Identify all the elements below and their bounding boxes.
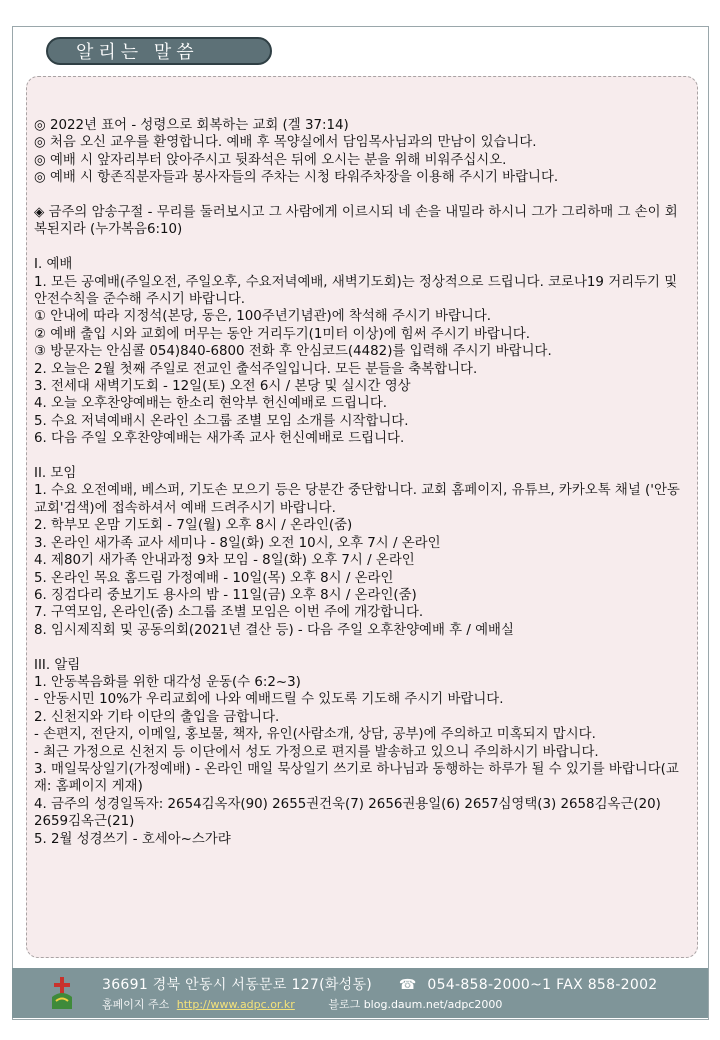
footer-contact — [102, 974, 658, 994]
blog-address: 블로그 blog.daum.net/adpc2000 — [328, 998, 503, 1011]
list-item: 5. 온라인 목요 홈드림 가정예배 - 10일(목) 오후 8시 / 온라인 — [34, 570, 394, 586]
list-item: 5. 수요 저녁예배시 온라인 소그룹 조별 모임 소개를 시작합니다. — [34, 413, 409, 429]
footer-phone: 054-858-2000~1 FAX 858-2002 — [427, 977, 658, 993]
list-item: 4. 금주의 성경일독자: 2654김옥자(90) 2655권건욱(7) 2656권용일(6) 2657심영택(3) 2658김옥근(20) 2659김옥근(21) — [34, 796, 661, 830]
section-heading-announcements: III. 알림 — [34, 657, 81, 673]
list-item: 5. 2월 성경쓰기 - 호세아~스가랴 — [34, 831, 231, 847]
page-title: 알리는 말씀 — [46, 37, 272, 65]
list-item: 2. 신천지와 기타 이단의 출입을 금합니다. — [34, 709, 280, 725]
list-item: 1. 모든 공예배(주일오전, 주일오후, 수요저녁예배, 새벽기도회)는 정상적으로 드립니다. 코로나19 거리두기 및 안전수칙을 준수해 주시기 바랍니다. — [34, 274, 678, 308]
list-item: 3. 온라인 새가족 교사 세미나 - 8일(화) 오전 10시, 오후 7시 / 온라인 — [34, 535, 441, 551]
list-item: ① 안내에 따라 지정석(본당, 동은, 100주년기념관)에 착석해 주시기 바랍니다. — [34, 309, 492, 325]
list-item: 1. 수요 오전예배, 베스퍼, 기도손 모으기 등은 당분간 중단합니다. 교회 홈페이지, 유튜브, 카카오톡 채널 ('안동교회'검색)에 접속하셔서 예배 드려주시기 바랍니다. — [34, 483, 680, 516]
list-item: 4. 오늘 오후찬양예배는 한소리 현악부 헌신예배로 드립니다. — [34, 396, 388, 412]
list-item: - 최근 가정으로 신천지 등 이단에서 성도 가정으로 편지를 발송하고 있으니 주의하시기 바랍니다. — [34, 744, 599, 760]
list-item: ③ 방문자는 안심콜 054)840-6800 전화 후 안심코드(4482)를 입력해 주시기 바랍니다. — [34, 344, 552, 360]
footer-address: 36691 경북 안동시 서동문로 127(화성동) — [102, 977, 373, 993]
list-item: 2. 학부모 온맘 기도회 - 7일(월) 오후 8시 / 온라인(줌) — [34, 518, 353, 534]
list-item: 6. 다음 주일 오후찬양예배는 새가족 교사 헌신예배로 드립니다. — [34, 431, 405, 447]
notice-line: ◎ 예배 시 항존직분자들과 봉사자들의 주차는 시청 타워주차장을 이용해 주시기 바랍니다. — [34, 170, 559, 186]
notice-line: ◎ 예배 시 앞자리부터 앉아주시고 뒷좌석은 뒤에 오시는 분을 위해 비워주십시오. — [34, 152, 507, 168]
phone-icon: ☎ — [398, 977, 417, 993]
footer — [12, 968, 708, 1018]
notice-line: ◎ 처음 오신 교우를 환영합니다. 예배 후 목양실에서 담임목사님과의 만남이 있습니다. — [34, 135, 537, 151]
notice-line: ◎ 2022년 표어 - 성령으로 회복하는 교회 (겔 37:14) — [34, 118, 349, 133]
memory-verse: ◈ 금주의 암송구절 - 무리를 둘러보시고 그 사람에게 이르시되 네 손을 내밀라 하시니 그가 그리하매 그 손이 회복된지라 (누가복음6:10) — [34, 205, 678, 238]
section-heading-worship: I. 예배 — [34, 257, 73, 273]
section-heading-meetings: II. 모임 — [34, 466, 77, 482]
list-item: 8. 임시제직회 및 공동의회(2021년 결산 등) - 다음 주일 오후찬양예배 후 / 예배실 — [34, 622, 514, 638]
homepage-link[interactable]: http://www.adpc.or.kr — [176, 998, 295, 1011]
list-item: - 안동시민 10%가 우리교회에 나와 예배드릴 수 있도록 기도해 주시기 바랍니다. — [34, 692, 504, 708]
footer-web — [102, 996, 502, 1012]
homepage-label: 홈페이지 주소 — [102, 998, 170, 1011]
list-item: ② 예배 출입 시와 교회에 머무는 동안 거리두기(1미터 이상)에 힘써 주시기 바랍니다. — [34, 326, 530, 342]
list-item: 6. 징검다리 중보기도 용사의 밤 - 11일(금) 오후 8시 / 온라인(줌) — [34, 587, 417, 603]
list-item: 3. 매일묵상일기(가정예배) - 온라인 매일 묵상일기 쓰기로 하나님과 동행하는 하루가 될 수 있기를 바랍니다(교재: 홈페이지 게재) — [34, 761, 679, 795]
notice-content — [34, 117, 684, 848]
list-item: - 손편지, 전단지, 이메일, 홍보물, 책자, 유인(사람소개, 상담, 공부)에 주의하고 미혹되지 맙시다. — [34, 727, 596, 743]
list-item: 3. 전세대 새벽기도회 - 12일(토) 오전 6시 / 본당 및 실시간 영상 — [34, 379, 411, 395]
church-logo-icon — [50, 975, 74, 1011]
list-item: 7. 구역모임, 온라인(줌) 소그룹 조별 모임은 이번 주에 개강합니다. — [34, 605, 424, 621]
list-item: 4. 제80기 새가족 안내과정 9차 모임 - 8일(화) 오후 7시 / 온라인 — [34, 553, 415, 569]
list-item: 2. 오늘은 2월 첫째 주일로 전교인 출석주일입니다. 모든 분들을 축복합니다. — [34, 361, 478, 377]
list-item: 1. 안동복음화를 위한 대각성 운동(수 6:2~3) — [34, 674, 301, 690]
